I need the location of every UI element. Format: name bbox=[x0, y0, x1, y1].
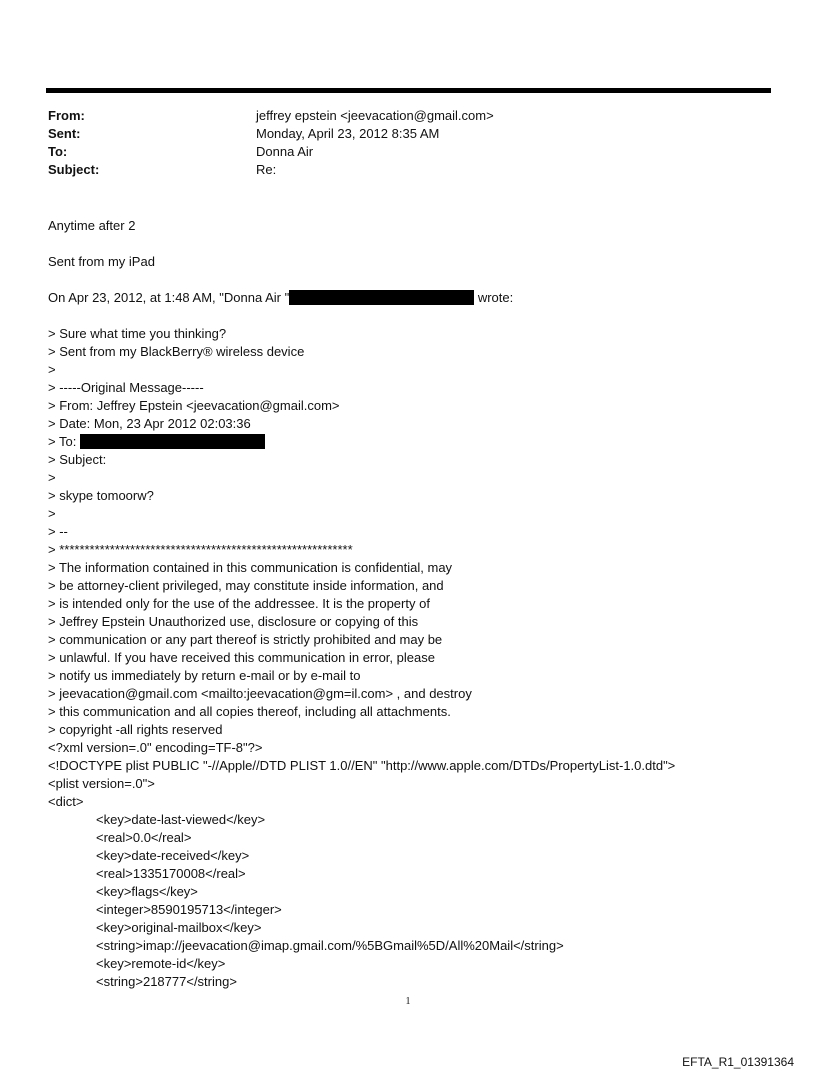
plist-entries bbox=[48, 811, 788, 991]
text-line: > bbox=[48, 362, 56, 377]
text-line: <key>remote-id</key> bbox=[96, 956, 226, 971]
text-line: > -- bbox=[48, 524, 68, 539]
to-value: Donna Air bbox=[256, 144, 314, 159]
to-row bbox=[48, 143, 748, 161]
sent-label: Sent: bbox=[48, 126, 81, 141]
text-line: > is intended only for the use of the addressee. It is the property of bbox=[48, 596, 430, 611]
text-line: <key>date-last-viewed</key> bbox=[96, 812, 266, 827]
email-body bbox=[48, 217, 788, 991]
subject-row bbox=[48, 161, 748, 179]
text-line: > ********************************************************** bbox=[48, 542, 353, 557]
text-line: > Subject: bbox=[48, 452, 107, 467]
wrote-line bbox=[48, 289, 788, 307]
text-line: > be attorney-client privileged, may constitute inside information, and bbox=[48, 578, 444, 593]
text-line: > -----Original Message----- bbox=[48, 380, 204, 395]
text-line: <real>1335170008</real> bbox=[96, 866, 246, 881]
redaction-box bbox=[289, 290, 474, 305]
text-line: <string>218777</string> bbox=[96, 974, 237, 989]
text-line: > bbox=[48, 506, 56, 521]
wrote-prefix: On Apr 23, 2012, at 1:48 AM, "Donna Air " bbox=[48, 290, 290, 305]
from-label: From: bbox=[48, 108, 85, 123]
sent-row bbox=[48, 125, 748, 143]
subject-label: Subject: bbox=[48, 162, 100, 177]
text-line: <!DOCTYPE plist PUBLIC "-//Apple//DTD PLIST 1.0//EN" "http://www.apple.com/DTDs/PropertyList-1.0.dtd"> bbox=[48, 758, 676, 773]
text-line: <?xml version=.0" encoding=TF-8"?> bbox=[48, 740, 263, 755]
text-line: > copyright -all rights reserved bbox=[48, 722, 223, 737]
text-line: <key>date-received</key> bbox=[96, 848, 250, 863]
redaction-box bbox=[80, 434, 265, 449]
wrote-suffix: wrote: bbox=[474, 290, 514, 305]
subject-value: Re: bbox=[256, 162, 277, 177]
header-rule bbox=[46, 88, 771, 93]
text-line: > The information contained in this communication is confidential, may bbox=[48, 560, 453, 575]
text-line: <integer>8590195713</integer> bbox=[96, 902, 282, 917]
quoted-to-line bbox=[48, 433, 788, 451]
reply-text: Anytime after 2 bbox=[48, 218, 136, 233]
text-line: <plist version=.0"> bbox=[48, 776, 155, 791]
text-line: > communication or any part thereof is strictly prohibited and may be bbox=[48, 632, 443, 647]
text-line: > skype tomoorw? bbox=[48, 488, 154, 503]
text-line: > Date: Mon, 23 Apr 2012 02:03:36 bbox=[48, 416, 251, 431]
text-line: > Jeffrey Epstein Unauthorized use, disclosure or copying of this bbox=[48, 614, 419, 629]
quoted-to-prefix: > To: bbox=[48, 434, 80, 449]
from-row bbox=[48, 107, 748, 125]
to-label: To: bbox=[48, 144, 68, 159]
text-line: <real>0.0</real> bbox=[96, 830, 192, 845]
signature-text: Sent from my iPad bbox=[48, 254, 155, 269]
text-line: > unlawful. If you have received this communication in error, please bbox=[48, 650, 435, 665]
text-line: <string>imap://jeevacation@imap.gmail.com/%5BGmail%5D/All%20Mail</string> bbox=[96, 938, 564, 953]
text-line: <key>original-mailbox</key> bbox=[96, 920, 262, 935]
from-value: jeffrey epstein <jeevacation@gmail.com> bbox=[256, 108, 494, 123]
quoted-block-2 bbox=[48, 451, 788, 811]
text-line: > jeevacation@gmail.com <mailto:jeevacation@gm=il.com> , and destroy bbox=[48, 686, 472, 701]
text-line: > bbox=[48, 470, 56, 485]
text-line: <dict> bbox=[48, 794, 84, 809]
sent-value: Monday, April 23, 2012 8:35 AM bbox=[256, 126, 440, 141]
page-number: 1 bbox=[405, 996, 411, 1007]
document-id: EFTA_R1_01391364 bbox=[682, 1055, 794, 1069]
text-line: > Sent from my BlackBerry® wireless device bbox=[48, 344, 305, 359]
text-line: <key>flags</key> bbox=[96, 884, 198, 899]
email-header bbox=[48, 107, 748, 179]
text-line: > Sure what time you thinking? bbox=[48, 326, 227, 341]
quoted-block-1 bbox=[48, 325, 788, 433]
text-line: > From: Jeffrey Epstein <jeevacation@gmail.com> bbox=[48, 398, 340, 413]
text-line: > this communication and all copies thereof, including all attachments. bbox=[48, 704, 451, 719]
text-line: > notify us immediately by return e-mail or by e-mail to bbox=[48, 668, 361, 683]
